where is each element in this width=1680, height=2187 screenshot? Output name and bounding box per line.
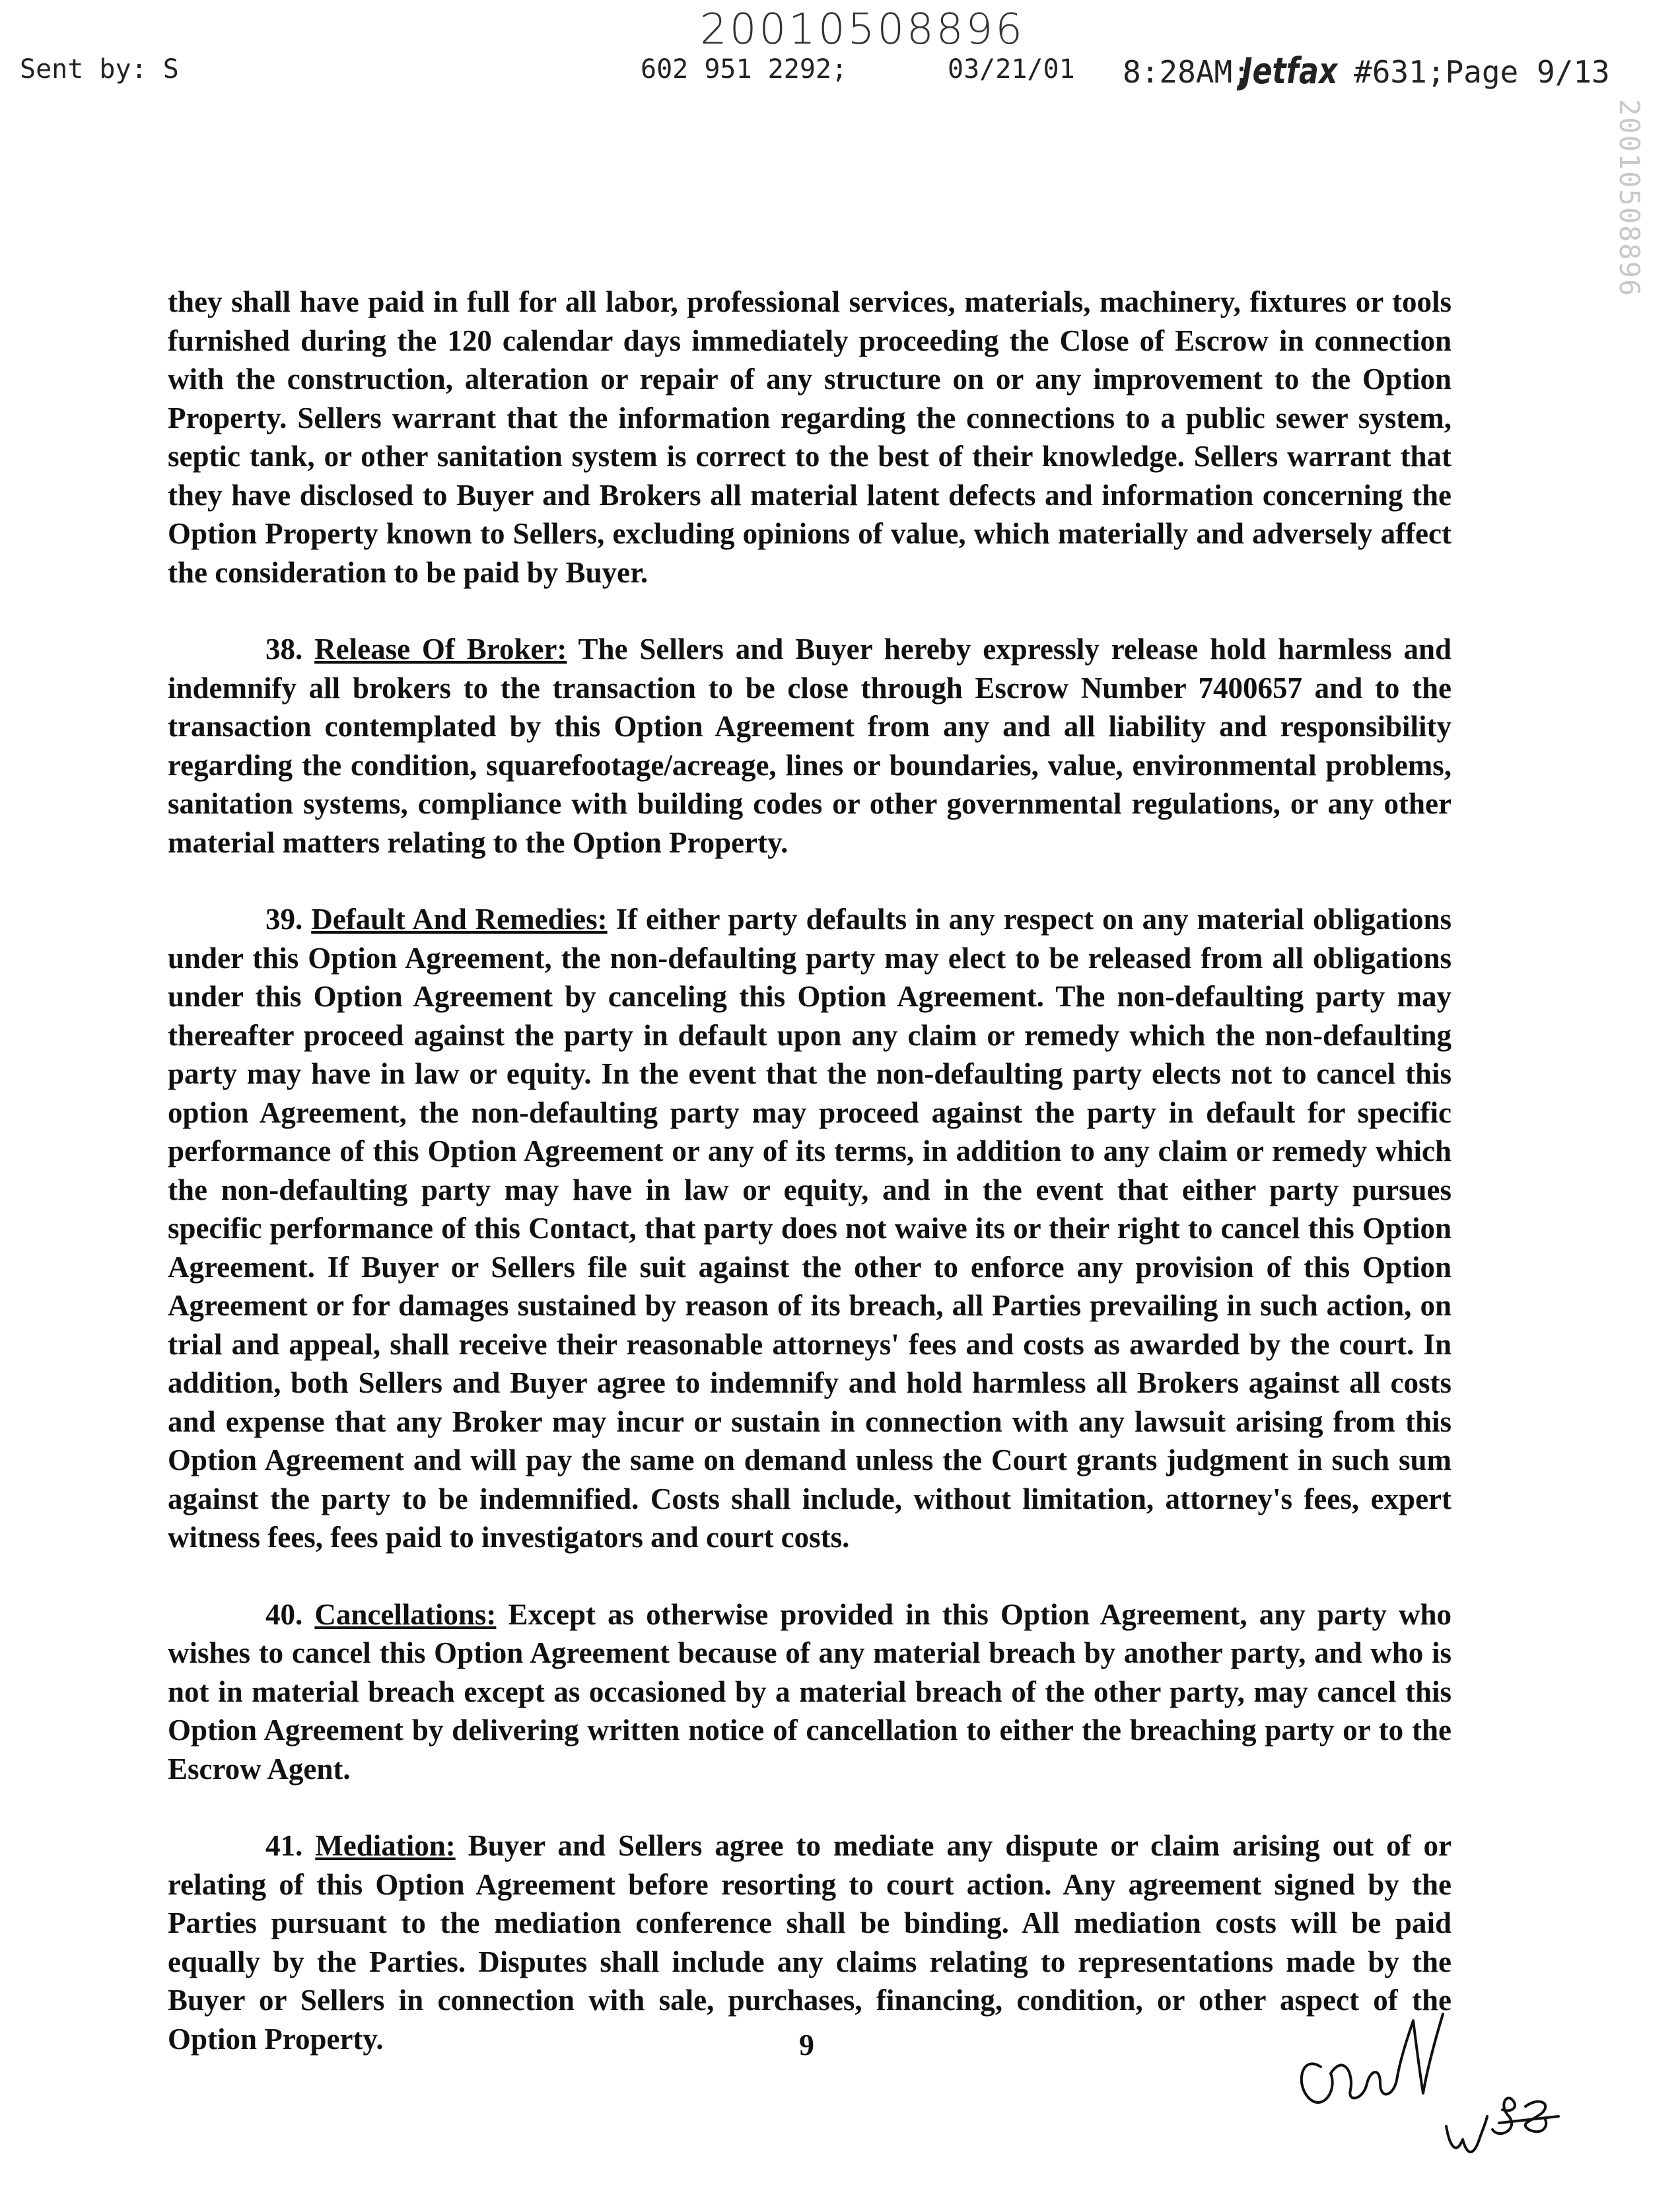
section-41-number: 41.: [265, 1829, 303, 1862]
section-40-number: 40.: [265, 1597, 303, 1631]
section-41-text: Buyer and Sellers agree to mediate any dispute or claim arising out of or relating of this Option Agreement before resorting to court action. Any agreement signed by the Parties pursuant to the mediation conference shall be binding. All mediation costs will be paid equally by the Parties. Disputes shall include any claims relating to representations made by the Buyer or Sellers in connection with sale, purchases, financing, condition, or other aspect of the Option Property.: [168, 1829, 1452, 2056]
fax-header: [0, 50, 1680, 100]
fax-sent-by: Sent by: S: [20, 54, 179, 85]
document-number-stamp: 20010508896: [700, 5, 1025, 54]
paragraph-continuation: they shall have paid in full for all labor, professional services, materials, machinery, fixtures or tools furnished during the 120 calendar days immediately proceeding the Close of Escrow in connection with the construction, alteration or repair of any structure on or any improvement to the Option Property. Sellers warrant that the information regarding the connections to a public sewer system, septic tank, or other sanitation system is correct to the best of their knowledge. Sellers warrant that they have disclosed to Buyer and Brokers all material latent defects and information concerning the Option Property known to Sellers, excluding opinions of value, which materially and adversely affect the consideration to be paid by Buyer.: [168, 285, 1452, 589]
handwritten-initials: [1281, 1974, 1625, 2172]
section-39-text: If either party defaults in any respect on any material obligations under this Option Agreement, the non-defaulting party may elect to be released from all obligations under this Option Agreement by canceling this Option Agreement. The non-defaulting party may thereafter proceed against the party in default upon any claim or remedy which the non-defaulting party may have in law or equity. In the event that the non-defaulting party elects not to cancel this option Agreement, the non-defaulting party may proceed against the party in default for specific performance of this Option Agreement or any of its terms, in addition to any claim or remedy which the non-defaulting party may have in law or equity, and in the event that either party pursues specific performance of this Contact, that party does not waive its or their right to cancel this Option Agreement. If Buyer or Sellers file suit against the other to enforce any provision of this Option Agreement or for damages sustained by reason of its breach, all Parties prevailing in such action, on trial and appeal, shall receive their reasonable attorneys' fees and costs as awarded by the court. In addition, both Sellers and Buyer agree to indemnify and hold harmless all Brokers against all costs and expense that any Broker may incur or sustain in connection with any lawsuit arising from this Option Agreement and will pay the same on demand unless the Court grants judgment in such sum against the party to be indemnified. Costs shall include, without limitation, attorney's fees, expert witness fees, fees paid to investigators and court costs.: [168, 903, 1452, 1554]
section-38-text: The Sellers and Buyer hereby expressly release hold harmless and indemnify all brokers to the transaction to be close through Escrow Number 7400657 and to the transaction contemplated by this Option Agreement from any and all liability and responsibility regarding the condition, squarefootage/acreage, lines or boundaries, value, environmental problems, sanitation systems, compliance with building codes or other governmental regulations, or any other material matters relating to the Option Property.: [168, 633, 1452, 859]
fax-time: 8:28AM;: [1123, 54, 1251, 90]
section-38-title: Release Of Broker:: [314, 633, 567, 666]
fax-brand: Jetfax: [1242, 50, 1338, 92]
section-40-text: Except as otherwise provided in this Option Agreement, any party who wishes to cancel this Option Agreement because of any material breach by another party, and who is not in material breach except as occasioned by a material breach of the other party, may cancel this Option Agreement by delivering written notice of cancellation to either the breaching party or to the Escrow Agent.: [168, 1597, 1452, 1786]
page-number: 9: [799, 2028, 814, 2062]
section-38-number: 38.: [265, 633, 303, 666]
fax-date: 03/21/01: [948, 54, 1075, 85]
fax-phone: 602 951 2292;: [641, 54, 848, 85]
section-41: [168, 1826, 1452, 2058]
fax-page: #631;Page 9/13: [1354, 54, 1610, 90]
section-39-number: 39.: [265, 903, 303, 936]
section-39-title: Default And Remedies:: [311, 903, 608, 936]
section-40: [168, 1595, 1452, 1789]
side-document-stamp: 20010508896: [1613, 99, 1646, 298]
section-38: [168, 630, 1452, 862]
document-body: [168, 283, 1452, 2097]
section-41-title: Mediation:: [315, 1829, 456, 1862]
section-39: [168, 900, 1452, 1557]
section-40-title: Cancellations:: [314, 1597, 497, 1631]
